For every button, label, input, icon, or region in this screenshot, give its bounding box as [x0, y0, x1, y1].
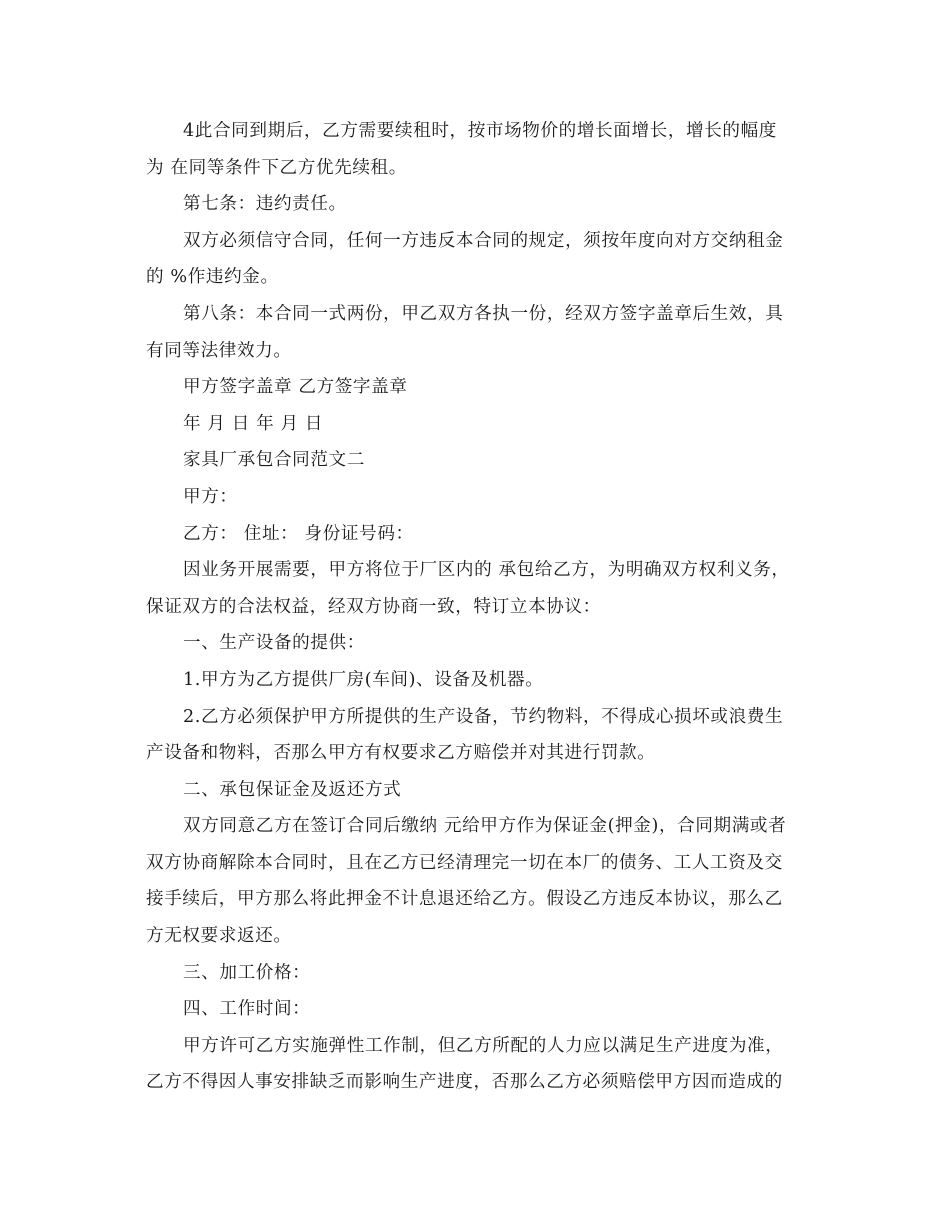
text-line: 乙方： 住址： 身份证号码：: [183, 523, 414, 544]
paragraph-renewal: [146, 113, 806, 186]
text-line: 接手续后，甲方那么将此押金不计息退还给乙方。假设乙方违反本协议，那么乙: [146, 889, 783, 910]
text-line: 双方协商解除本合同时，且在乙方已经清理完一切在本厂的债务、工人工资及交: [146, 852, 783, 873]
document-body: [146, 113, 806, 1101]
text-line: 乙方不得因人事安排缺乏而影响生产进度，否那么乙方必须赔偿甲方因而造成的: [146, 1072, 783, 1093]
text-line: 四、工作时间：: [183, 999, 311, 1020]
date-line: [146, 406, 806, 443]
text-line: 甲方：: [183, 486, 238, 507]
text-line: 2.乙方必须保护甲方所提供的生产设备，节约物料，不得成心损坏或浪费生: [183, 706, 784, 727]
text-line: 家具厂承包合同范文二: [183, 450, 365, 471]
party-b-line: [146, 516, 806, 553]
text-line: 双方同意乙方在签订合同后缴纳 元给甲方作为保证金(押金)，合同期满或者: [183, 816, 787, 837]
paragraph-breach: [146, 223, 806, 296]
heading-article-7: [146, 186, 806, 223]
text-line: 双方必须信守合同，任何一方违反本合同的规定，须按年度向对方交纳租金: [183, 230, 784, 251]
text-line: 的 %作违约金。: [146, 267, 279, 288]
text-line: 产设备和物料，否那么甲方有权要求乙方赔偿并对其进行罚款。: [146, 743, 656, 764]
text-line: 因业务开展需要，甲方将位于厂区内的 承包给乙方，为明确双方权利义务，: [183, 560, 790, 581]
clause-2: [146, 699, 806, 772]
paragraph-preamble: [146, 552, 806, 625]
clause-1: [146, 662, 806, 699]
text-line: 有同等法律效力。: [146, 340, 292, 361]
text-line: 第七条：违约责任。: [183, 194, 347, 215]
text-line: 4此合同到期后，乙方需要续租时，按市场物价的增长面增长，增长的幅度: [183, 121, 777, 141]
text-line: 保证双方的合法权益，经双方协商一致，特订立本协议：: [146, 596, 601, 617]
text-line: 1.甲方为乙方提供厂房(车间)、设备及机器。: [183, 669, 544, 690]
heading-price: [146, 955, 806, 992]
text-line: 第八条：本合同一式两份，甲乙双方各执一份，经双方签字盖章后生效，具: [183, 303, 784, 324]
paragraph-article-8: [146, 296, 806, 369]
text-line: 二、承包保证金及返还方式: [183, 779, 402, 800]
text-line: 方无权要求返还。: [146, 926, 292, 947]
heading-working-hours: [146, 991, 806, 1028]
text-line: 三、加工价格：: [183, 962, 311, 983]
text-line: 年 月 日 年 月 日: [183, 413, 324, 434]
heading-equipment: [146, 625, 806, 662]
text-line: 一、生产设备的提供：: [183, 633, 365, 654]
text-line: 为 在同等条件下乙方优先续租。: [146, 157, 407, 178]
party-a-line: [146, 479, 806, 516]
text-line: 甲方许可乙方实施弹性工作制，但乙方所配的人力应以满足生产进度为准，: [183, 1035, 784, 1056]
heading-deposit: [146, 772, 806, 809]
text-line: 甲方签字盖章 乙方签字盖章: [183, 377, 408, 398]
paragraph-deposit: [146, 808, 806, 954]
section-title-contract-2: [146, 442, 806, 479]
signature-line: [146, 369, 806, 406]
paragraph-working-hours: [146, 1028, 806, 1101]
